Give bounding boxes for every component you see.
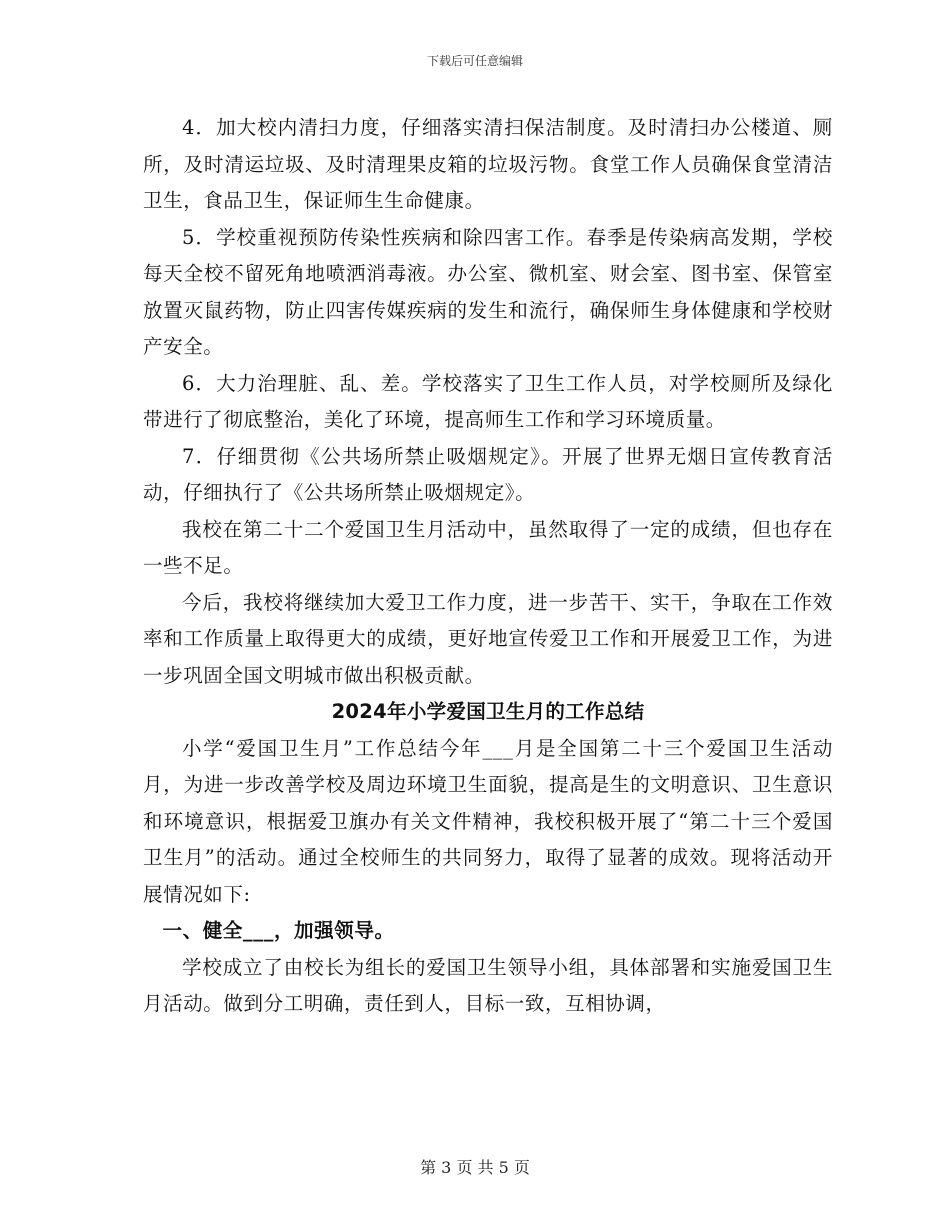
page-number: 第 3 页 共 5 页: [420, 1158, 530, 1177]
paragraph-intro: 小学“爱国卫生月”工作总结今年___月是全国第二十三个爱国卫生活动月，为进一步改善学校及周边环境卫生面貌，提高是生的文明意识、卫生意识和环境意识，根据爱卫旗办有关文件精神，我校积极开展了“第二十三个爱国卫生月”的活动。通过全校师生的共同努力，取得了显著的成效。现将活动开展情况如下:: [143, 736, 833, 906]
page-header-note: 下载后可任意编辑: [426, 54, 523, 68]
paragraph-item-6: 6．大力治理脏、乱、差。学校落实了卫生工作人员，对学校厕所及绿化带进行了彻底整治，美化了环境，提高师生工作和学习环境质量。: [143, 371, 833, 431]
document-title: 2024年小学爱国卫生月的工作总结: [331, 700, 645, 723]
section-heading-1: 一、健全___，加强领导。: [162, 919, 395, 942]
paragraph-item-7: 7．仔细贯彻《公共场所禁止吸烟规定》。开展了世界无烟日宣传教育活动，仔细执行了《公共场所禁止吸烟规定》。: [143, 444, 833, 504]
paragraph-section-1: 学校成立了由校长为组长的爱国卫生领导小组，具体部署和实施爱国卫生月活动。做到分工明确，责任到人，目标一致，互相协调，: [143, 955, 833, 1015]
document-body: [143, 110, 833, 1023]
paragraph-shortcomings: 我校在第二十二个爱国卫生月活动中，虽然取得了一定的成绩，但也存在一些不足。: [143, 517, 833, 577]
paragraph-item-5: 5．学校重视预防传染性疾病和除四害工作。春季是传染病高发期，学校每天全校不留死角地喷洒消毒液。办公室、微机室、财会室、图书室、保管室放置灭鼠药物，防止四害传媒疾病的发生和流行，确保师生身体健康和学校财产安全。: [143, 225, 833, 358]
paragraph-item-4: 4．加大校内清扫力度，仔细落实清扫保洁制度。及时清扫办公楼道、厕所，及时清运垃圾、及时清理果皮箱的垃圾污物。食堂工作人员确保食堂清洁卫生，食品卫生，保证师生生命健康。: [143, 116, 833, 212]
paragraph-future-plan: 今后，我校将继续加大爱卫工作力度，进一步苦干、实干，争取在工作效率和工作质量上取得更大的成绩，更好地宣传爱卫工作和开展爱卫工作，为进一步巩固全国文明城市做出积极贡献。: [143, 590, 833, 687]
